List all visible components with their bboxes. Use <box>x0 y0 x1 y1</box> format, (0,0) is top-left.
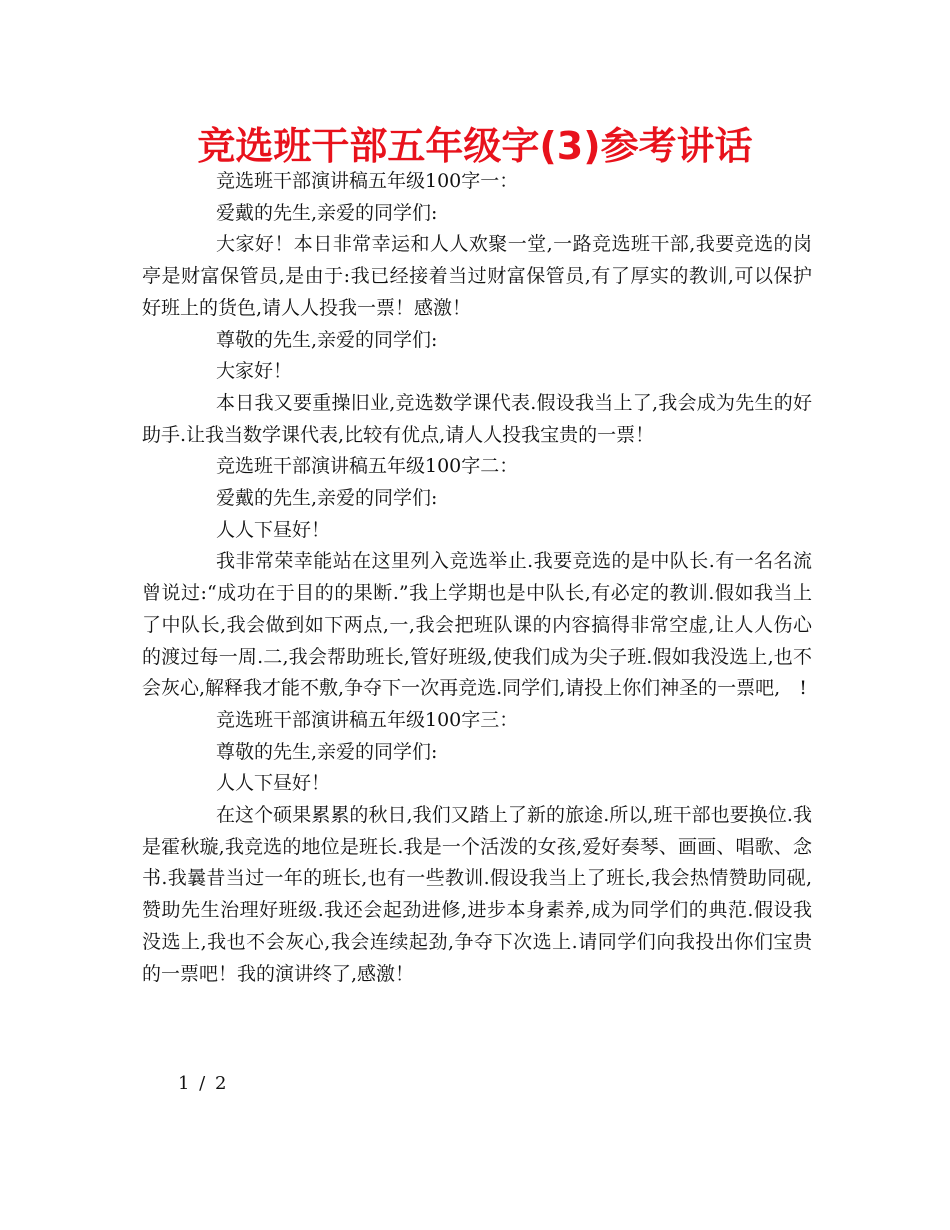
paragraph: 大家好！本日非常幸运和人人欢聚一堂,一路竞选班干部,我要竞选的岗亭是财富保管员,是由于:我已经接着当过财富保管员,有了厚实的教训,可以保护好班上的货色,请人人投我一票！感激！ <box>142 233 812 319</box>
paragraph: 爱戴的先生,亲爱的同学们: <box>216 487 438 510</box>
document-body <box>142 166 812 990</box>
paragraph: 本日我又要重操旧业,竞选数学课代表.假设我当上了,我会成为先生的好助手.让我当数学课代表,比较有优点,请人人投我宝贵的一票！ <box>142 391 812 446</box>
paragraph: 大家好！ <box>216 360 293 383</box>
paragraph: 在这个硕果累累的秋日,我们又踏上了新的旅途.所以,班干部也要换位.我是霍秋璇,我竞选的地位是班长.我是一个活泼的女孩,爱好奏琴、画画、唱歌、念书.我曩昔当过一年的班长,也有一些教训.假设我当上了班长,我会热情赞助同砚,赞助先生治理好班级.我还会起劲进修,进步本身素养,成为同学们的典范.假设我没选上,我也不会灰心,我会连续起劲,争夺下次选上.请同学们向我投出你们宝贵的一票吧！我的演讲终了,感激！ <box>142 804 812 985</box>
paragraph: 竞选班干部演讲稿五年级100字一： <box>216 170 519 192</box>
paragraph: 尊敬的先生,亲爱的同学们: <box>216 328 438 351</box>
paragraph: 竞选班干部演讲稿五年级100字二： <box>216 455 519 478</box>
paragraph: 爱戴的先生,亲爱的同学们: <box>216 201 438 224</box>
document-title: 竞选班干部五年级字(3)参考讲话 <box>197 124 753 168</box>
paragraph: 我非常荣幸能站在这里列入竞选举止.我要竞选的是中队长.有一名名流曾说过:“成功在于目的的果断.”我上学期也是中队长,有必定的教训.假如我当上了中队长,我会做到如下两点,一,我会把班队课的内容搞得非常空虚,让人人伤心的渡过每一周.二,我会帮助班长,管好班级,使我们成为尖子班.假如我没选上,也不会灰心,解释我才能不敷,争夺下一次再竞选.同学们,请投上你们神圣的一票吧, ! <box>142 550 812 700</box>
paragraph: 尊敬的先生,亲爱的同学们: <box>216 740 438 763</box>
paragraph: 人人下昼好！ <box>216 772 331 795</box>
page-number: 1 / 2 <box>178 1073 229 1094</box>
paragraph: 人人下昼好！ <box>216 518 331 541</box>
paragraph: 竞选班干部演讲稿五年级100字三： <box>216 708 519 731</box>
